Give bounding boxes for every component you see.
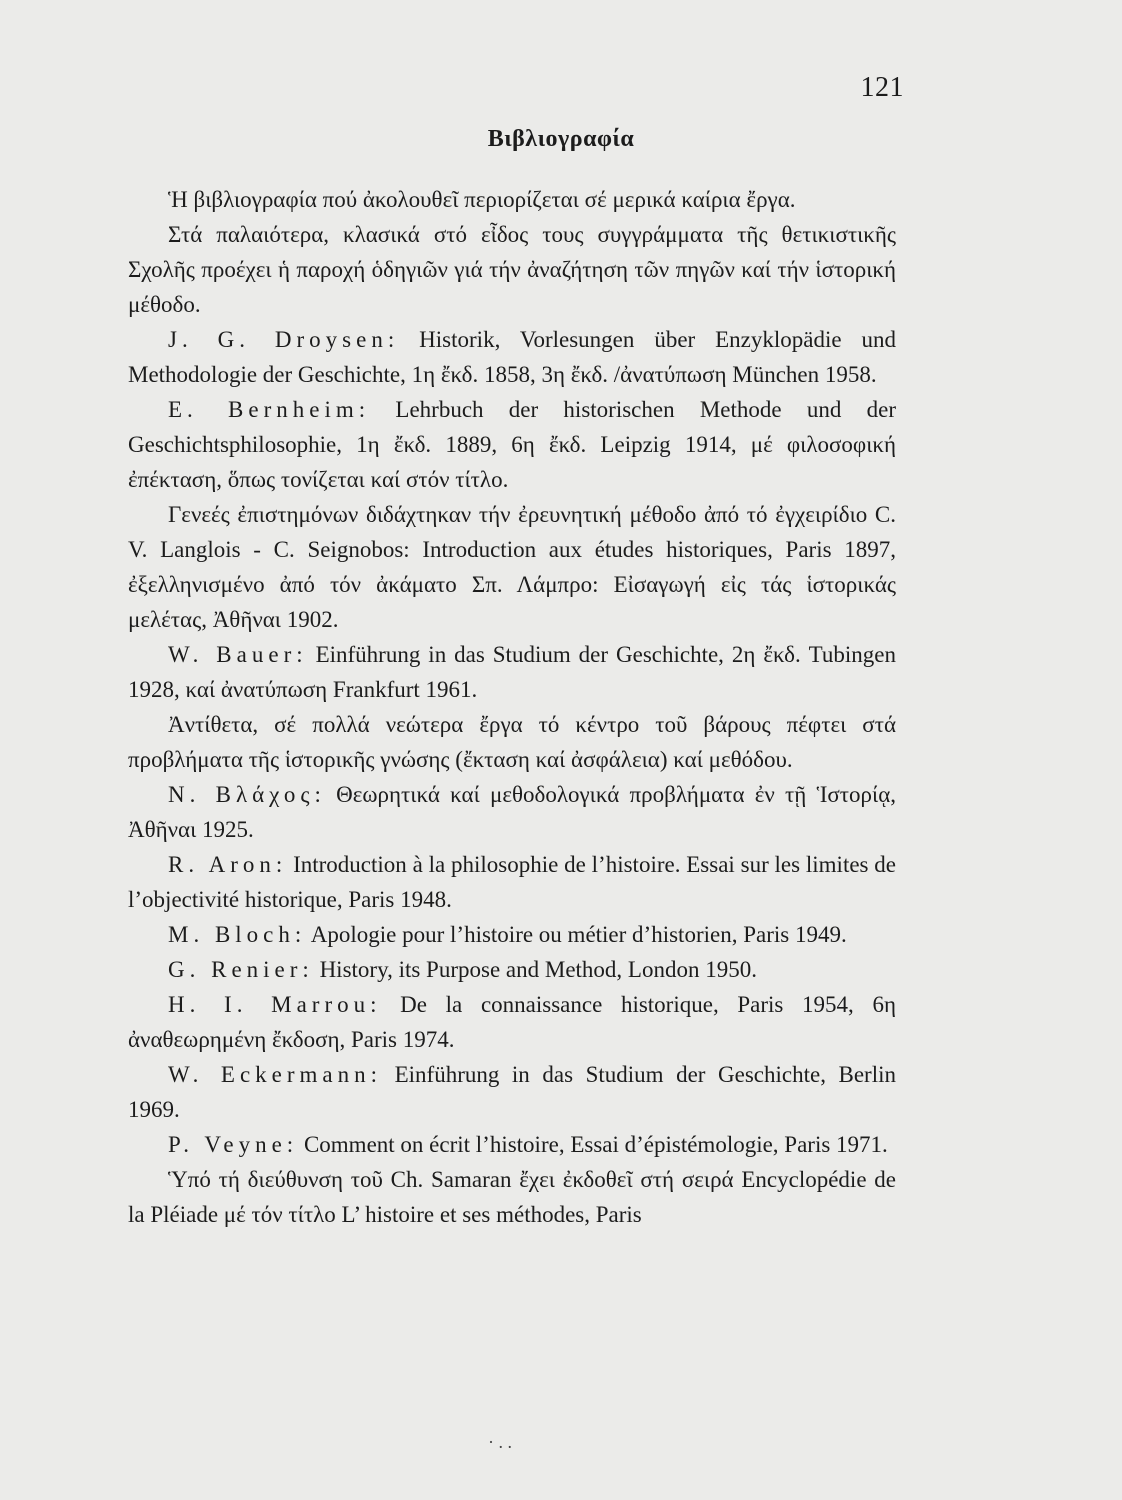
paragraph: Ἀντίθετα, σέ πολλά νεώτερα ἔργα τό κέντρο τοῦ βάρους πέφτει στά προβλήματα τῆς ἱστορικῆς γνώσης (ἔκταση καί ἀσφάλεια) καί μεθόδου. [128,712,896,772]
reference-author: J. G. Droysen: [168,327,400,352]
reference-entry [128,392,896,497]
paragraph: Στά παλαιότερα, κλασικά στό εἶδος τους συγγράμματα τῆς θετικιστικῆς Σχολῆς προέχει ἡ παροχή ὁδηγιῶν γιά τήν ἀναζήτηση τῶν πηγῶν καί τήν ἱστορική μέθοδο. [128,222,896,317]
reference-author: E. Bernheim: [168,397,371,422]
reference-entry [128,847,896,917]
reference-details: Θεωρητικά καί μεθοδολογικά προβλήματα ἐν τῇ Ἱστορίᾳ, Ἀθῆναι 1925. [128,782,896,842]
reference-entry [128,637,896,707]
reference-entry [128,952,896,987]
paragraph: Γενεές ἐπιστημόνων διδάχτηκαν τήν ἐρευνητική μέθοδο ἀπό τό ἐγχειρίδιο C. V. Langlois - C. Seignobos: Introduction aux études historiques, Paris 1897, ἐξελληνισμένο ἀπό τόν ἀκάματο Σπ. Λάμπρο: Εἰσαγωγή εἰς τάς ἱστορικάς μελέτας, Ἀθῆναι 1902. [128,502,896,632]
reference-details: Historik, Vorlesungen über Enzyklopädie und Methodologie der Geschichte, 1η ἔκδ. 1858, 3η ἔκδ. /ἀνατύπωση München 1958. [128,327,897,387]
reference-details: Einführung in das Studium der Geschichte, Berlin 1969. [128,1062,896,1122]
reference-details: De la connaissance historique, Paris 1954, 6η ἀναθεωρημένη ἔκδοση, Paris 1974. [128,992,896,1052]
section-title: Βιβλιογραφία [487,126,635,152]
reference-author: G. Renier: [168,957,314,982]
reference-entry [128,1057,896,1127]
reference-details: Comment on écrit l’histoire, Essai d’épistémologie, Paris 1971. [298,1132,888,1157]
reference-details: History, its Purpose and Method, London 1950. [313,957,757,982]
paragraph: Ὑπό τή διεύθυνση τοῦ Ch. Samaran ἔχει ἐκδοθεῖ στή σειρά Encyclopédie de la Pléiade μέ τόν τίτλο L’ histoire et ses méthodes, Paris [128,1167,896,1227]
reference-details: Einführung in das Studium der Geschichte, 2η ἔκδ. Tubingen 1928, καί ἀνατύπωση Frankfurt 1961. [128,642,897,702]
page-number: 121 [860,72,904,103]
paragraph: Ἡ βιβλιογραφία πού ἀκολουθεῖ περιορίζεται σέ μερικά καίρια ἔργα. [168,187,796,212]
reference-details: Lehrbuch der historischen Methode und der Geschichtsphilosophie, 1η ἔκδ. 1889, 6η ἔκδ. Leipzig 1914, μέ φιλοσοφική ἐπέκταση, ὅπως τονίζεται καί στόν τίτλο. [128,397,896,492]
reference-entry [128,917,896,952]
reference-author: H. I. Marrou: [168,992,382,1017]
reference-author: N. Βλάχος: [168,782,326,807]
bibliography-body [128,182,896,1232]
reference-entry [128,987,896,1057]
reference-entry [128,1127,896,1162]
reference-details: Introduction à la philosophie de l’histoire. Essai sur les limites de l’objectivité historique, Paris 1948. [128,852,897,912]
footer-mark: · . . [488,1432,512,1452]
reference-author: P. Veyne: [168,1132,299,1157]
reference-author: W. Eckermann: [168,1062,383,1087]
reference-author: M. Bloch: [168,922,307,947]
reference-details: Apologie pour l’histoire ou métier d’historien, Paris 1949. [306,922,847,947]
reference-author: R. Aron: [168,852,288,877]
reference-entry [128,777,896,847]
reference-author: W. Bauer: [168,642,308,667]
reference-entry [128,322,896,392]
